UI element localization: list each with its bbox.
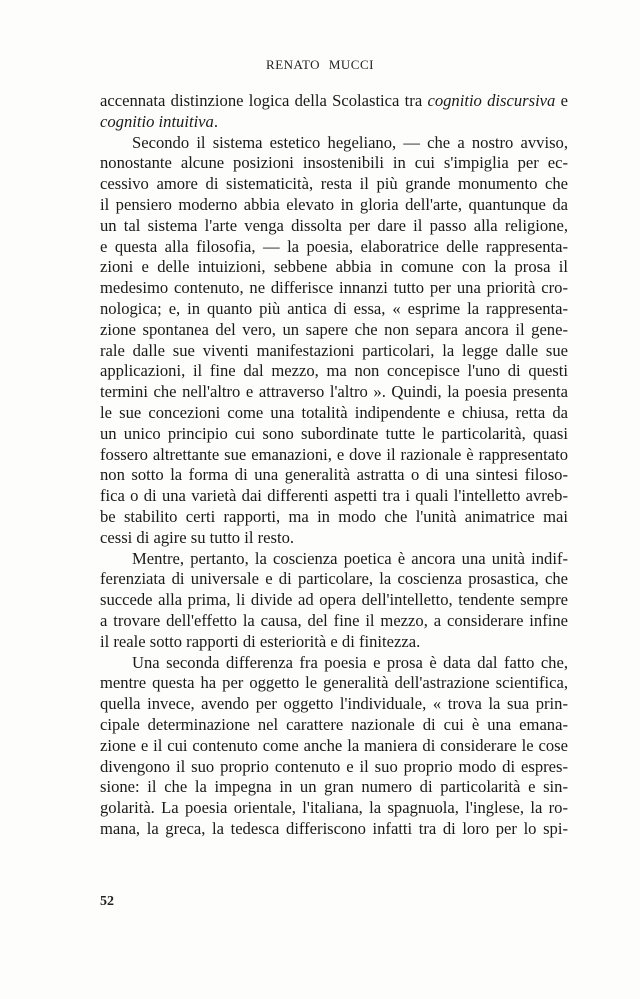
text-line: applicazioni, il fine dal mezzo, ma non concepisce l'uno di questi (100, 361, 568, 381)
text-line: zione e il cui contenuto come anche la maniera di considerare le cose (100, 735, 568, 755)
text-line: quella invece, avendo per oggetto l'individuale, « trova la sua prin- (100, 694, 568, 714)
italic-term: cognitio discursiva (427, 91, 556, 110)
text-line: mentre questa ha per oggetto le generalità dell'astrazione scientifica, (100, 673, 568, 693)
text-line: rale dalle sue viventi manifestazioni particolari, la legge dalle sue (100, 340, 568, 360)
page-number: 52 (100, 894, 114, 909)
text-line: un unico principio cui sono subordinate tutte le particolarità, quasi (100, 423, 568, 443)
text-line: il pensiero moderno abbia elevato in gloria dell'arte, quantunque da (100, 194, 568, 214)
text-line: le sue concezioni come una totalità indipendente e chiusa, retta da (100, 402, 568, 422)
text-line: Mentre, pertanto, la coscienza poetica è ancora una unità indif- (132, 548, 568, 568)
text-segment: accennata distinzione logica della Scolastica tra (100, 91, 428, 110)
text-line: zione spontanea del vero, un sapere che non separa ancora il gene- (100, 319, 568, 339)
paragraph (100, 91, 568, 133)
body-text (100, 91, 568, 840)
text-segment: . (213, 111, 218, 131)
text-line: cipale determinazione nel carattere nazionale di cui è una emana- (100, 714, 568, 734)
text-line: be stabilito certi rapporti, ma in modo che l'unità animatrice mai (100, 506, 568, 526)
text-line: Una seconda differenza fra poesia e prosa è data dal fatto che, (132, 652, 568, 672)
text-line: nonostante alcune posizioni insostenibili in cui s'impiglia per ec- (100, 153, 568, 173)
text-line: fica o di una varietà dai differenti aspetti tra i quali l'intelletto avreb- (100, 486, 568, 506)
text-line: medesimo contenuto, ne differisce innanzi tutto per una priorità cro- (100, 278, 568, 298)
text-line: succede alla prima, li divide ad opera dell'intelletto, tendente sempre (100, 590, 568, 610)
text-line: divengono il suo proprio contenuto e il suo proprio modo di espres- (100, 756, 568, 776)
text-line: mana, la greca, la tedesca differiscono infatti tra di loro per lo spi- (100, 818, 568, 838)
text-line: termini che nell'altro e attraverso l'altro ». Quindi, la poesia presenta (100, 382, 568, 402)
text-segment: e (555, 91, 569, 110)
running-head: RENATO MUCCI (266, 57, 374, 72)
paragraph (100, 653, 568, 840)
text-line: il reale sotto rapporti di esteriorità e di finitezza. (100, 631, 421, 651)
text-line: cessi di agire su tutto il resto. (100, 527, 295, 547)
text-line (100, 91, 568, 112)
text-line: a trovare dell'effetto la causa, del fine il mezzo, a considerare infine (100, 610, 568, 630)
text-line: Secondo il sistema estetico hegeliano, — che a nostro avviso, (132, 132, 568, 152)
text-line: ferenziata di universale e di particolare, la coscienza prosastica, che (100, 569, 568, 589)
text-line: e questa alla filosofia, — la poesia, elaboratrice delle rappresenta- (100, 236, 568, 256)
text-line: un tal sistema l'arte venga dissolta per dare il passo alla religione, (100, 215, 568, 235)
text-line: sione: il che la impegna in un gran numero di particolarità e sin- (100, 777, 568, 797)
paragraph (100, 549, 568, 653)
italic-term: cognitio intuitiva (100, 111, 214, 131)
text-line: zioni e delle intuizioni, sebbene abbia in comune con la prosa il (100, 257, 568, 277)
paragraph (100, 133, 568, 549)
text-line: fossero altrettante sue emanazioni, e dove il razionale è rappresentato (100, 444, 568, 464)
text-line (100, 112, 568, 133)
text-line: cessivo amore di sistematicità, resta il più grande monumento che (100, 174, 568, 194)
text-line: nologica; e, in quanto più antica di essa, « esprime la rappresenta- (100, 298, 568, 318)
text-line: golarità. La poesia orientale, l'italiana, la spagnuola, l'inglese, la ro- (100, 798, 568, 818)
text-line: non sotto la forma di una generalità astratta o di una sintesi filoso- (100, 465, 568, 485)
